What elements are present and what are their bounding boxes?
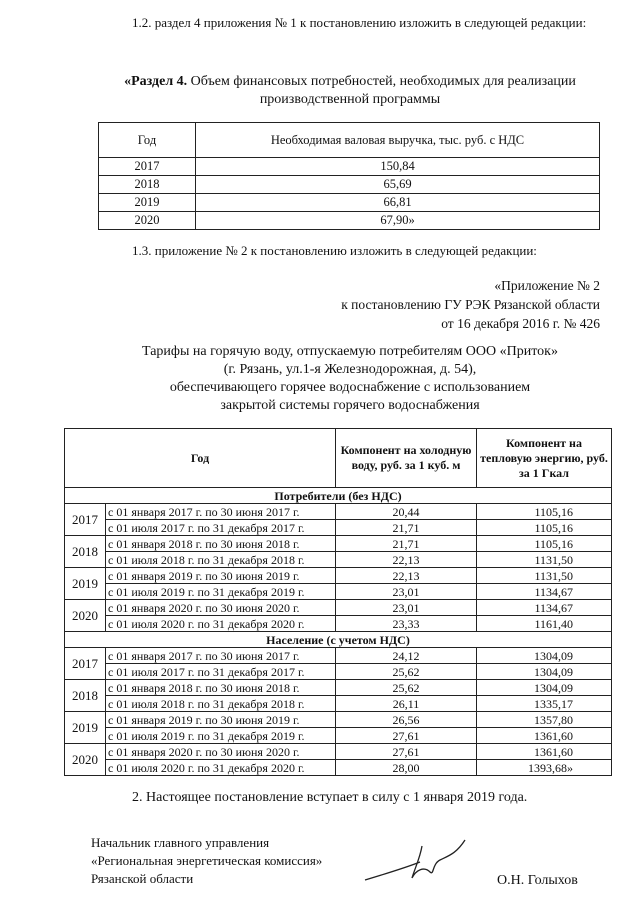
period-cell: с 01 июля 2020 г. по 31 декабря 2020 г.: [106, 760, 336, 776]
signature-position-1: Начальник главного управления: [91, 835, 270, 850]
heat-energy-cell: 1131,50: [477, 552, 612, 568]
signature-scribble: [360, 838, 470, 888]
value-cell: 67,90»: [196, 212, 600, 230]
table-row: [65, 696, 612, 712]
period-cell: с 01 января 2017 г. по 30 июня 2017 г.: [106, 504, 336, 520]
heat-energy-cell: 1357,80: [477, 712, 612, 728]
year-cell: 2018: [65, 536, 106, 568]
table-row: [65, 712, 612, 728]
period-cell: с 01 января 2020 г. по 30 июня 2020 г.: [106, 744, 336, 760]
value-cell: 65,69: [196, 176, 600, 194]
paragraph-1-2: 1.2. раздел 4 приложения № 1 к постановлению изложить в следующей редакции:: [132, 15, 587, 30]
cold-water-cell: 28,00: [336, 760, 477, 776]
cold-water-cell: 22,13: [336, 568, 477, 584]
period-cell: с 01 января 2017 г. по 30 июня 2017 г.: [106, 648, 336, 664]
cold-water-cell: 27,61: [336, 728, 477, 744]
period-cell: с 01 января 2018 г. по 30 июня 2018 г.: [106, 680, 336, 696]
year-cell: 2018: [99, 176, 196, 194]
year-cell: 2017: [99, 158, 196, 176]
tariffs-table: [64, 428, 612, 776]
value-cell: 150,84: [196, 158, 600, 176]
cold-water-cell: 21,71: [336, 536, 477, 552]
period-cell: с 01 июля 2018 г. по 31 декабря 2018 г.: [106, 696, 336, 712]
year-cell: 2020: [99, 212, 196, 230]
cold-water-cell: 23,33: [336, 616, 477, 632]
table-row: [65, 760, 612, 776]
signatory-name: О.Н. Голыхов: [497, 873, 578, 888]
year-cell: 2017: [65, 648, 106, 680]
signature-block: [91, 834, 322, 888]
period-cell: с 01 июля 2020 г. по 31 декабря 2020 г.: [106, 616, 336, 632]
heat-energy-cell: 1304,09: [477, 664, 612, 680]
year-cell: 2019: [99, 194, 196, 212]
table-row: [65, 536, 612, 552]
group-row: [65, 632, 612, 648]
heat-energy-cell: 1105,16: [477, 520, 612, 536]
year-cell: 2020: [65, 744, 106, 776]
heat-energy-cell: 1335,17: [477, 696, 612, 712]
cold-water-cell: 27,61: [336, 744, 477, 760]
tariffs-title-line-4: закрытой системы горячего водоснабжения: [220, 398, 480, 413]
group-title: Население (с учетом НДС): [65, 632, 612, 648]
section-4-title-text: Объем финансовых потребностей, необходимых для реализации производственной программы: [187, 74, 576, 107]
year-cell: 2019: [65, 712, 106, 744]
heat-energy-cell: 1105,16: [477, 504, 612, 520]
heat-energy-cell: 1304,09: [477, 648, 612, 664]
period-cell: с 01 января 2018 г. по 30 июня 2018 г.: [106, 536, 336, 552]
cold-water-cell: 22,13: [336, 552, 477, 568]
table-row: [65, 744, 612, 760]
heat-energy-cell: 1393,68»: [477, 760, 612, 776]
table-row: [65, 504, 612, 520]
tariffs-title-line-3: обеспечивающего горячее водоснабжение с использованием: [169, 380, 531, 395]
appendix-line-2: к постановлению ГУ РЭК Рязанской области: [341, 297, 600, 312]
heat-energy-cell: 1304,09: [477, 680, 612, 696]
cold-water-cell: 26,56: [336, 712, 477, 728]
table-row: [65, 568, 612, 584]
tariffs-title-line-2: (г. Рязань, ул.1-я Железнодорожная, д. 54),: [223, 362, 477, 377]
table-row: [99, 158, 600, 176]
section-4-table: [98, 122, 600, 230]
table-row: [65, 648, 612, 664]
header-heat-energy: Компонент на тепловую энергию, руб. за 1 Гкал: [477, 429, 612, 488]
table-row: [99, 176, 600, 194]
year-cell: 2017: [65, 504, 106, 536]
tariffs-table-body: [65, 488, 612, 776]
signature-position-3: Рязанской области: [91, 871, 194, 886]
table-row: [65, 680, 612, 696]
heat-energy-cell: 1161,40: [477, 616, 612, 632]
appendix-line-1: «Приложение № 2: [494, 278, 600, 293]
value-cell: 66,81: [196, 194, 600, 212]
period-cell: с 01 января 2019 г. по 30 июня 2019 г.: [106, 712, 336, 728]
table-row: [65, 552, 612, 568]
heat-energy-cell: 1134,67: [477, 600, 612, 616]
tariffs-title-line-1: Тарифы на горячую воду, отпускаемую потребителям ООО «Приток»: [142, 344, 558, 359]
table-row: [65, 616, 612, 632]
table-row: [99, 212, 600, 230]
paragraph-2: 2. Настоящее постановление вступает в силу с 1 января 2019 года.: [132, 790, 528, 805]
heat-energy-cell: 1361,60: [477, 744, 612, 760]
period-cell: с 01 июля 2019 г. по 31 декабря 2019 г.: [106, 584, 336, 600]
period-cell: с 01 января 2020 г. по 30 июня 2020 г.: [106, 600, 336, 616]
period-cell: с 01 июля 2019 г. по 31 декабря 2019 г.: [106, 728, 336, 744]
cold-water-cell: 25,62: [336, 680, 477, 696]
cold-water-cell: 21,71: [336, 520, 477, 536]
tariffs-title: [60, 343, 640, 415]
period-cell: с 01 июля 2017 г. по 31 декабря 2017 г.: [106, 520, 336, 536]
year-cell: 2019: [65, 568, 106, 600]
header-cold-water: Компонент на холодную воду, руб. за 1 куб. м: [336, 429, 477, 488]
header-revenue: Необходимая валовая выручка, тыс. руб. с НДС: [196, 123, 600, 158]
header-year: Год: [65, 429, 336, 488]
table-row: [65, 664, 612, 680]
appendix-line-3: от 16 декабря 2016 г. № 426: [441, 316, 600, 331]
group-title: Потребители (без НДС): [65, 488, 612, 504]
table-row: [65, 600, 612, 616]
table-row: [65, 520, 612, 536]
heat-energy-cell: 1131,50: [477, 568, 612, 584]
cold-water-cell: 23,01: [336, 584, 477, 600]
cold-water-cell: 25,62: [336, 664, 477, 680]
period-cell: с 01 июля 2017 г. по 31 декабря 2017 г.: [106, 664, 336, 680]
appendix-header: [341, 276, 600, 333]
heat-energy-cell: 1134,67: [477, 584, 612, 600]
cold-water-cell: 20,44: [336, 504, 477, 520]
section-4-title-bold: «Раздел 4.: [124, 74, 188, 89]
heat-energy-cell: 1361,60: [477, 728, 612, 744]
period-cell: с 01 января 2019 г. по 30 июня 2019 г.: [106, 568, 336, 584]
year-cell: 2020: [65, 600, 106, 632]
paragraph-1-3: 1.3. приложение № 2 к постановлению изложить в следующей редакции:: [132, 243, 537, 258]
heat-energy-cell: 1105,16: [477, 536, 612, 552]
header-year: Год: [99, 123, 196, 158]
cold-water-cell: 26,11: [336, 696, 477, 712]
group-row: [65, 488, 612, 504]
signature-position-2: «Региональная энергетическая комиссия»: [91, 853, 323, 868]
table-row: [65, 584, 612, 600]
table-row: [99, 194, 600, 212]
table-row: [65, 728, 612, 744]
cold-water-cell: 24,12: [336, 648, 477, 664]
year-cell: 2018: [65, 680, 106, 712]
cold-water-cell: 23,01: [336, 600, 477, 616]
period-cell: с 01 июля 2018 г. по 31 декабря 2018 г.: [106, 552, 336, 568]
section-4-title: [98, 73, 602, 109]
